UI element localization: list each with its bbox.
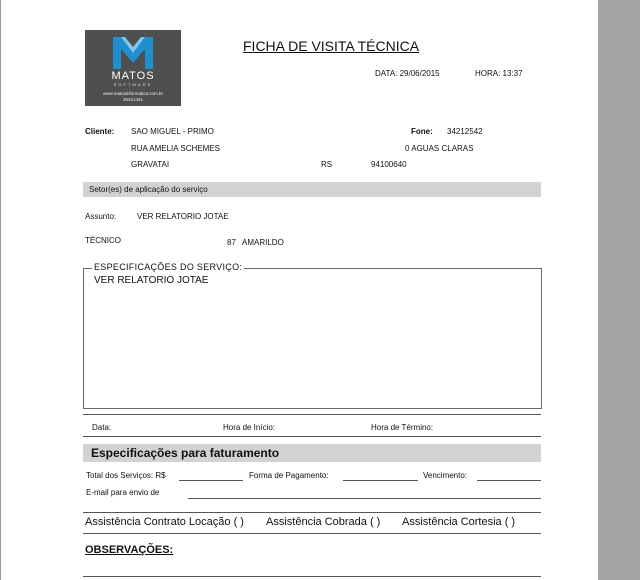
- client-phone: 34212542: [447, 127, 483, 136]
- observations-label: OBSERVAÇÕES:: [85, 544, 174, 556]
- client-city: GRAVATAI: [131, 160, 170, 169]
- logo-url: www.matosinformatica.com.br: [102, 91, 164, 96]
- service-specifications-box: [83, 262, 542, 409]
- subject-label: Assunto:: [85, 212, 117, 221]
- start-time-label: Hora de Início:: [223, 423, 276, 432]
- technician-label: TÉCNICO: [85, 236, 121, 245]
- divider: [83, 533, 541, 534]
- email-label: E-mail para envio de: [86, 488, 160, 497]
- client-name: SAO MIGUEL - PRIMO: [131, 127, 214, 136]
- client-state: RS: [321, 160, 333, 169]
- end-time-label: Hora de Término:: [371, 423, 434, 432]
- date-label: Data:: [92, 423, 112, 432]
- assistance-courtesy-option[interactable]: Assistência Cortesia ( ): [402, 516, 516, 528]
- logo-name: MATOS: [111, 70, 155, 82]
- company-logo: [85, 30, 181, 106]
- divider: [83, 512, 541, 513]
- assistance-charged-option[interactable]: Assistência Cobrada ( ): [266, 516, 381, 528]
- technician-name: AMARILDO: [242, 238, 284, 247]
- issue-time: HORA: 13:37: [475, 69, 523, 78]
- sector-label: Setor(es) de aplicação do serviço: [89, 185, 208, 194]
- due-date-field[interactable]: [477, 480, 541, 481]
- sector-bar: [83, 182, 541, 197]
- payment-method-label: Forma de Pagamento:: [249, 471, 329, 480]
- logo-phone: 35421451: [122, 97, 144, 102]
- divider: [83, 414, 541, 415]
- observations-line: [83, 576, 541, 577]
- client-label: Cliente:: [85, 127, 115, 136]
- subject-value: VER RELATORIO JOTAE: [137, 212, 229, 221]
- total-services-label: Total dos Serviços: R$: [86, 471, 166, 480]
- client-number-district: 0 AGUAS CLARAS: [405, 144, 474, 153]
- logo-m-icon: [111, 33, 155, 71]
- client-zip: 94100640: [371, 160, 407, 169]
- logo-subtitle: SOFTWARE: [113, 82, 153, 87]
- service-specifications-text: VER RELATORIO JOTAE: [94, 275, 209, 286]
- document-title: FICHA DE VISITA TÉCNICA: [243, 38, 420, 54]
- service-specifications-legend: ESPECIFICAÇÕES DO SERVIÇO:: [94, 262, 243, 272]
- billing-title: Especificações para faturamento: [91, 446, 280, 460]
- email-field[interactable]: [188, 498, 541, 499]
- issue-date: DATA: 29/06/2015: [375, 69, 440, 78]
- divider: [83, 436, 541, 437]
- billing-bar: [83, 444, 541, 462]
- assistance-contract-option[interactable]: Assistência Contrato Locação ( ): [85, 516, 244, 528]
- due-date-label: Vencimento:: [423, 471, 468, 480]
- payment-method-field[interactable]: [343, 480, 418, 481]
- phone-label: Fone:: [411, 127, 433, 136]
- technician-code: 87: [227, 238, 236, 247]
- client-street: RUA AMELIA SCHEMES: [131, 144, 220, 153]
- total-services-field[interactable]: [179, 480, 243, 481]
